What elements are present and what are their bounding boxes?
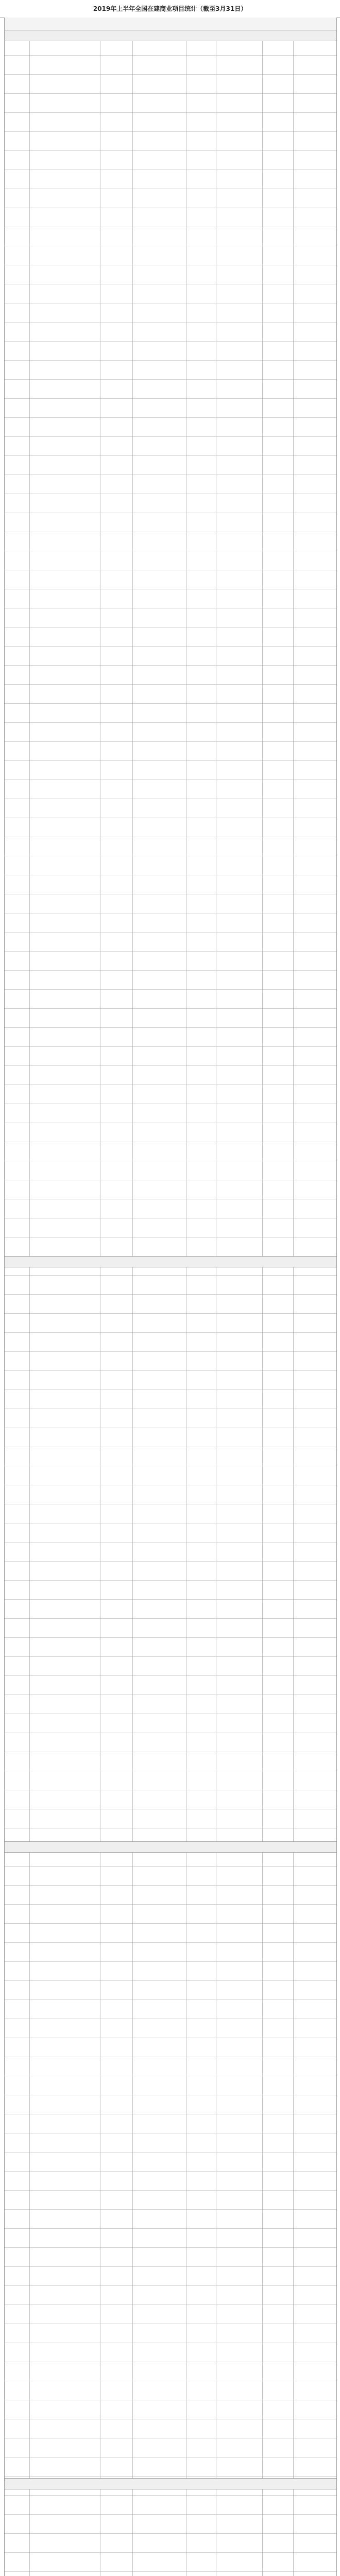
- region-divider: [5, 30, 336, 41]
- region-divider: [5, 2478, 336, 2489]
- document-title: 2019年上半年全国在建商业项目统计（截至3月31日）: [0, 0, 340, 18]
- region-divider: [5, 1256, 336, 1267]
- project-table: [4, 18, 337, 2576]
- table-header-row: [5, 18, 336, 30]
- region-divider: [5, 1841, 336, 1853]
- column-rules: [5, 18, 336, 2576]
